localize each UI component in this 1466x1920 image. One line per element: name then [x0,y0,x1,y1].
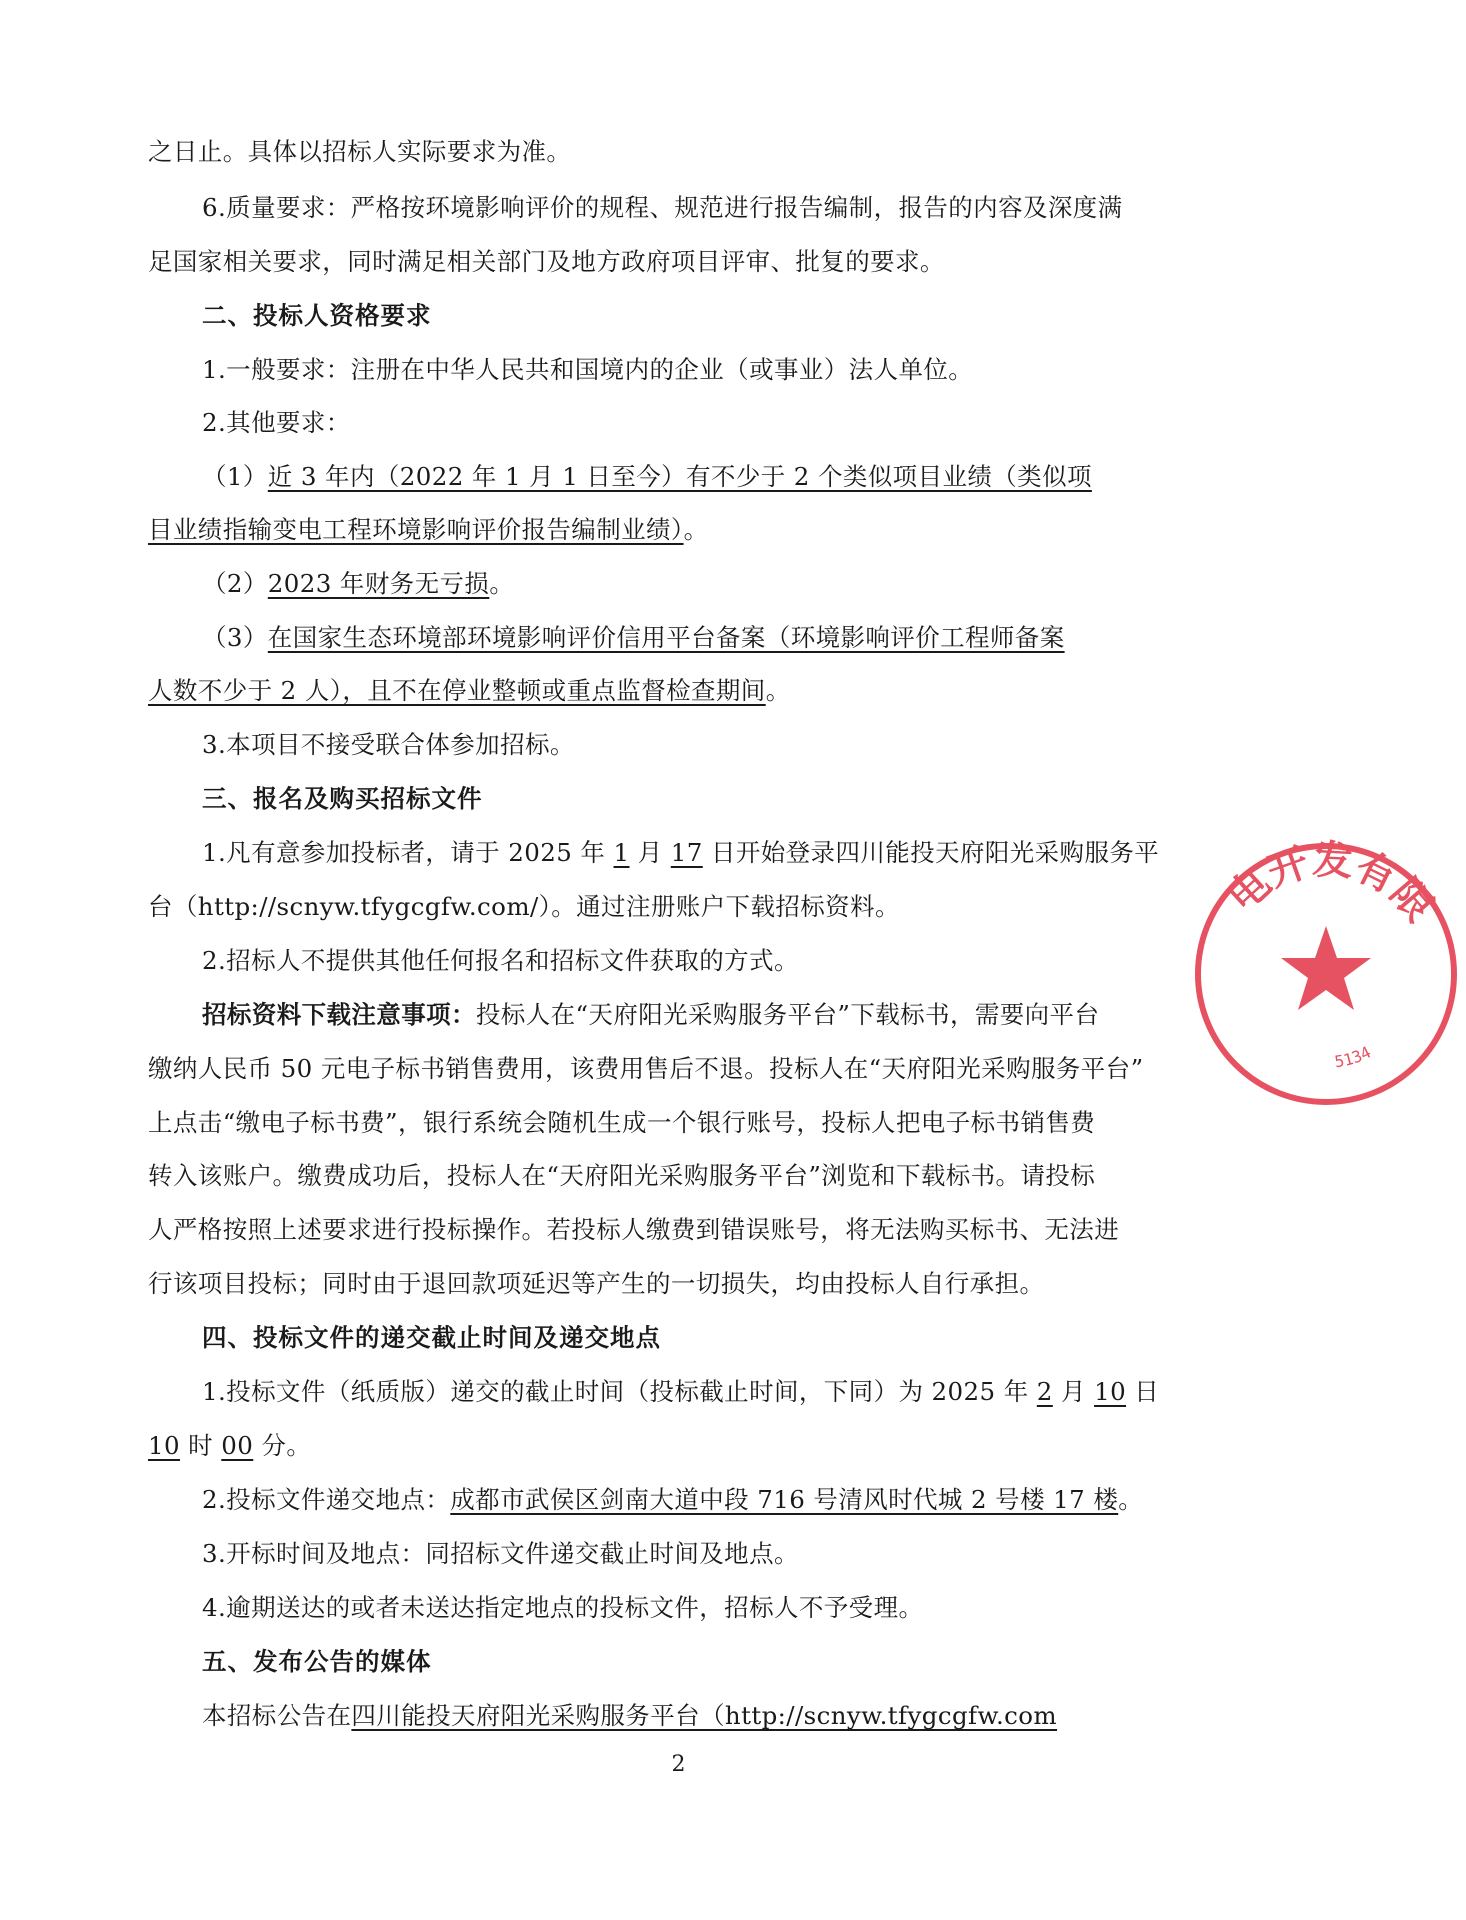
seal-text: 电开发有限 [1219,837,1443,931]
text-line: 足国家相关要求，同时满足相关部门及地方政府项目评审、批复的要求。 [148,247,945,276]
text-line [202,1370,1228,1418]
text-line: 1.一般要求：注册在中华人民共和国境内的企业（或事业）法人单位。 [202,355,974,384]
punctuation: 。 [765,676,791,705]
section-heading: 三、报名及购买招标文件 [202,784,483,813]
item-number: （1） [202,462,268,491]
item-number: （3） [202,623,268,652]
note-title: 招标资料下载注意事项： [202,1000,476,1029]
text-segment: 月 [1052,1377,1095,1406]
text-line: 上点击“缴电子标书费”，银行系统会随机生成一个银行账号，投标人把电子标书销售费 [148,1108,1096,1137]
text-line: 3.本项目不接受联合体参加招标。 [202,730,575,759]
seal-ring [1198,846,1454,1102]
date-day: 10 [1094,1377,1127,1406]
punctuation: 。 [683,515,709,544]
submission-address: 成都市武侯区剑南大道中段 716 号清风时代城 2 号楼 17 楼 [450,1485,1119,1514]
text-line [202,831,1228,879]
text-line [202,1694,1228,1742]
text-line: 6.质量要求：严格按环境影响评价的规程、规范进行报告编制，报告的内容及深度满 [202,193,1123,222]
text-line [202,1478,1228,1526]
seal-number: 5134 [1333,1042,1374,1072]
date-month: 2 [1036,1377,1053,1406]
underlined-text: 在国家生态环境部环境影响评价信用平台备案（环境影响评价工程师备案 [267,623,1065,652]
platform-link[interactable]: 四川能投天府阳光采购服务平台（http://scnyw.tfygcgfw.com [351,1701,1058,1730]
text-line: 2.招标人不提供其他任何报名和招标文件获取的方式。 [202,946,799,975]
text-line [148,1424,1228,1472]
text-line [202,993,1228,1041]
text-segment: 投标人在“天府阳光采购服务平台”下载标书，需要向平台 [475,1000,1100,1029]
date-day: 17 [670,838,703,867]
text-segment: 1.投标文件（纸质版）递交的截止时间（投标截止时间，下同）为 2025 年 [202,1377,1037,1406]
seal-star-icon [1281,926,1371,1010]
text-line: 3.开标时间及地点：同招标文件递交截止时间及地点。 [202,1539,799,1568]
time-hour: 10 [148,1431,180,1460]
text-segment: 分。 [253,1431,312,1460]
text-segment: 月 [629,838,671,867]
section-heading: 二、投标人资格要求 [202,301,432,330]
underlined-text: 人数不少于 2 人），且不在停业整顿或重点监督检查期间 [148,676,766,705]
text-line: 2.其他要求： [202,408,351,437]
date-month: 1 [613,838,630,867]
text-segment: 日 [1126,1377,1160,1406]
item-number: （2） [202,569,268,598]
text-line [148,508,1228,556]
company-seal-stamp [1186,834,1466,1114]
text-line: 转入该账户。缴费成功后，投标人在“天府阳光采购服务平台”浏览和下载标书。请投标 [148,1161,1096,1190]
text-line: 台（http://scnyw.tfygcgfw.com/）。通过注册账户下载招标资料。 [148,892,900,921]
time-minute: 00 [221,1431,254,1460]
section-heading: 四、投标文件的递交截止时间及递交地点 [202,1323,661,1352]
text-line [202,562,1228,610]
text-segment: 2.投标文件递交地点： [202,1485,451,1514]
text-line: 人严格按照上述要求进行投标操作。若投标人缴费到错误账号，将无法购买标书、无法进 [148,1215,1120,1244]
text-line: 之日止。具体以招标人实际要求为准。 [148,137,572,166]
text-line: 缴纳人民币 50 元电子标书销售费用，该费用售后不退。投标人在“天府阳光采购服务平台” [148,1054,1144,1083]
underlined-text: 近 3 年内（2022 年 1 月 1 日至今）有不少于 2 个类似项目业绩（类似项 [267,462,1092,491]
text-segment: 时 [179,1431,222,1460]
text-segment: 本招标公告在 [202,1701,352,1730]
text-line: 行该项目投标；同时由于退回款项延迟等产生的一切损失，均由投标人自行承担。 [148,1269,1045,1298]
section-heading: 五、发布公告的媒体 [202,1647,432,1676]
text-segment: 1.凡有意参加投标者，请于 2025 年 [202,838,614,867]
punctuation: 。 [1118,1485,1144,1514]
text-line [148,669,1228,717]
text-line [202,455,1228,503]
text-segment: 日开始登录四川能投天府阳光采购服务平 [702,838,1160,867]
text-line: 4.逾期送达的或者未送达指定地点的投标文件，招标人不予受理。 [202,1593,924,1622]
underlined-text: 2023 年财务无亏损 [267,569,490,598]
page-number: 2 [671,1752,686,1777]
text-line [202,616,1228,664]
punctuation: 。 [489,569,515,598]
underlined-text: 目业绩指输变电工程环境影响评价报告编制业绩） [148,515,684,544]
